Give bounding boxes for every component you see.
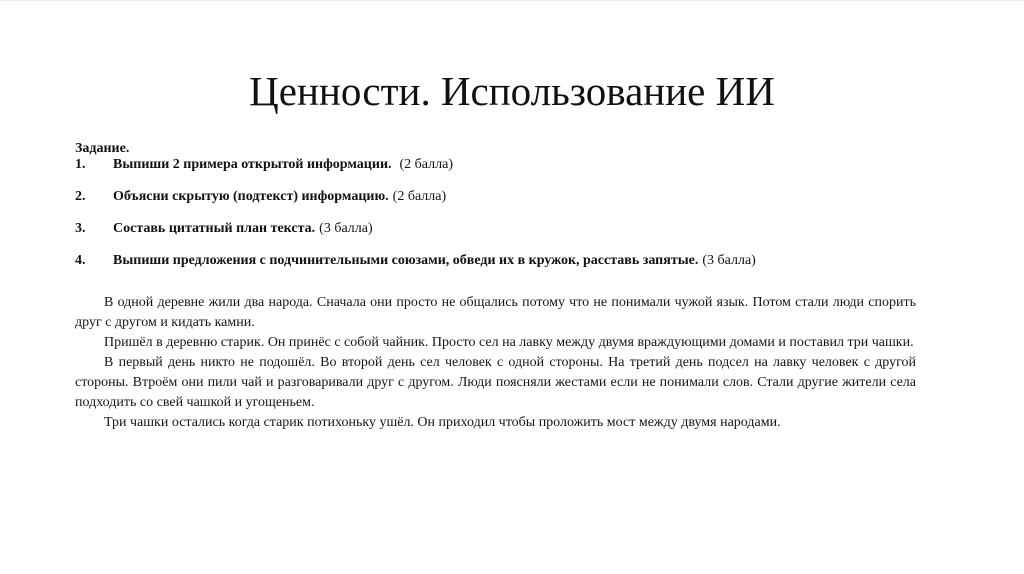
task-text: Объясни скрытую (подтекст) информацию.	[113, 189, 389, 204]
task-points: (3 балла)	[319, 221, 373, 236]
task-text: Выпиши 2 примера открытой информации.	[113, 157, 392, 172]
assignment-block	[75, 141, 935, 269]
story-text	[75, 293, 916, 433]
task-number: 2.	[75, 189, 86, 204]
task-item-2	[75, 189, 935, 205]
task-points: (2 балла)	[399, 157, 453, 172]
story-paragraph-2: Пришёл в деревню старик. Он принёс с собой чайник. Просто сел на лавку между двумя враждующими домами и поставил три чашки.	[104, 335, 914, 350]
task-points: (3 балла)	[702, 253, 756, 268]
slide-title: Ценности. Использование ИИ	[249, 68, 775, 114]
task-number: 3.	[75, 221, 86, 236]
task-text: Выпиши предложения с подчинительными союзами, обведи их в кружок, расставь запятые.	[113, 253, 699, 268]
task-number: 1.	[75, 157, 86, 172]
story-paragraph-4: Три чашки остались когда старик потихоньку ушёл. Он приходил чтобы проложить мост между двумя народами.	[104, 415, 781, 430]
task-item-1	[75, 157, 935, 173]
story-paragraph-1: В одной деревне жили два народа. Сначала они просто не общались потому что не понимали чужой язык. Потом стали люди спорить друг с другом и кидать камни.	[75, 295, 916, 330]
task-points: (2 балла)	[392, 189, 447, 204]
task-item-3	[75, 221, 935, 237]
task-item-4	[75, 253, 935, 269]
story-paragraph-3: В первый день никто не подошёл. Во второй день сел человек с одной стороны. На третий день подсел на лавку человек с другой стороны. Втроём они пили чай и разговаривали друг с другом. Люди поясняли жестами если не понимали слов. Стали другие жители села подходить со свей чашкой и угощеньем.	[75, 355, 916, 410]
assignment-heading: Задание.	[75, 141, 130, 156]
task-number: 4.	[75, 253, 86, 268]
task-text: Составь цитатный план текста.	[113, 221, 316, 236]
